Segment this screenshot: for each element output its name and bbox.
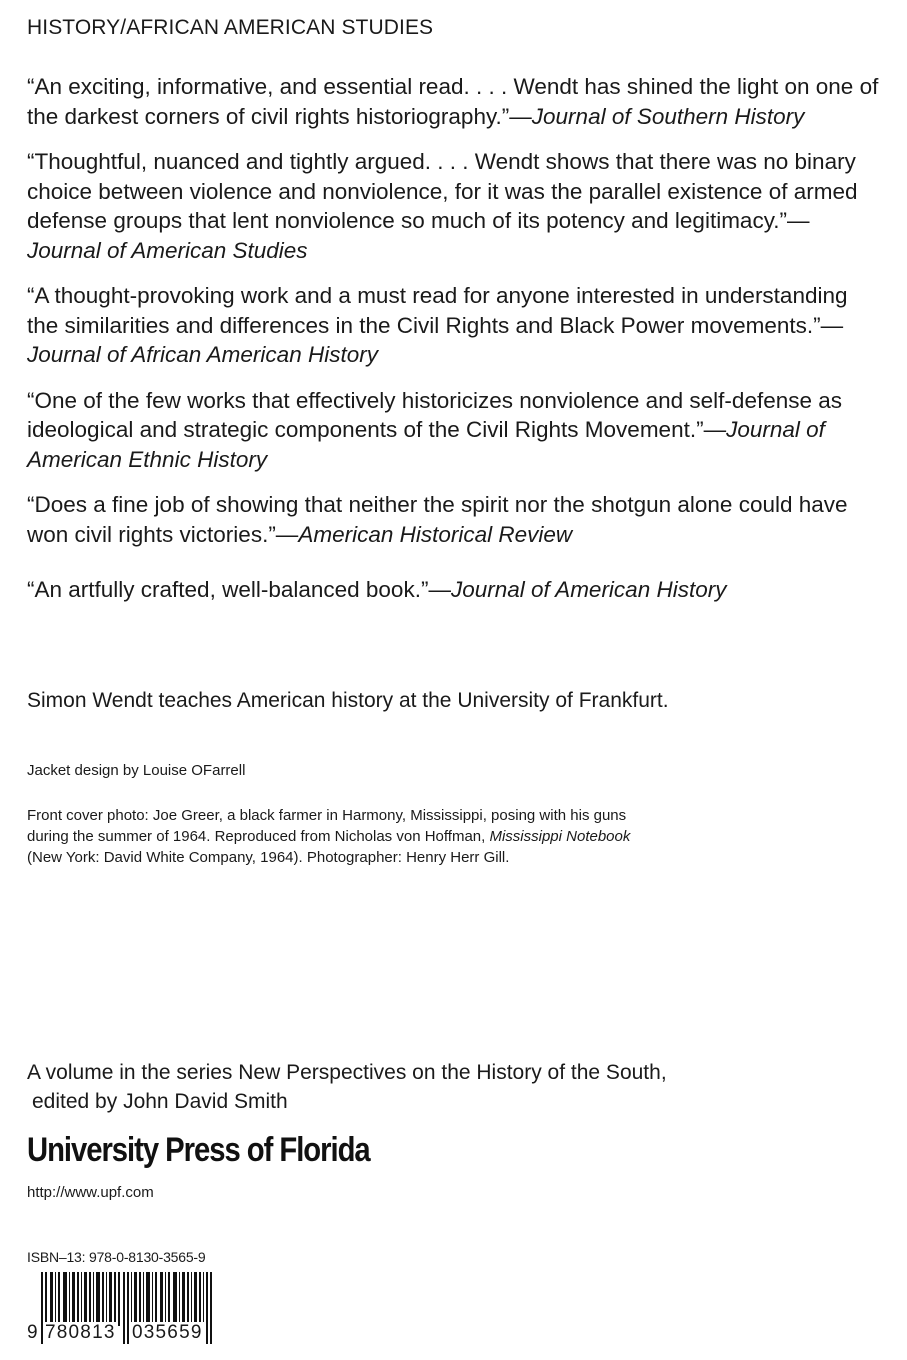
series-line: A volume in the series New Perspectives on the History of the South,	[27, 1061, 667, 1084]
category-label: HISTORY/AFRICAN AMERICAN STUDIES	[27, 16, 434, 39]
photo-credit-text: (New York: David White Company, 1964). Photographer: Henry Herr Gill.	[27, 849, 510, 866]
photo-credit	[27, 805, 647, 868]
review-blurb	[27, 490, 882, 549]
barcode-left-digits: 780813	[45, 1322, 116, 1343]
review-quote: “Does a fine job of showing that neither the spirit nor the shotgun alone could have won civil rights victories.”—	[27, 492, 848, 547]
review-quote: “One of the few works that effectively historicizes nonviolence and self-defense as ideological and strategic components of the Civil Rights Movement.”—	[27, 387, 843, 442]
review-quote: “Thoughtful, nuanced and tightly argued. . . . Wendt shows that there was no binary choice between violence and nonviolence, for it was the parallel existence of armed defense groups that lent nonviolence so much of its potency and legitimacy.”—	[27, 149, 858, 233]
photo-credit-book-title: Mississippi Notebook	[489, 828, 631, 845]
review-source: Journal of American Studies	[27, 237, 308, 263]
review-blurb	[27, 281, 882, 370]
isbn-label: ISBN–13: 978-0-8130-3565-9	[27, 1249, 206, 1265]
review-source: Journal of American History	[450, 577, 727, 602]
review-source: Journal of American Ethnic History	[27, 417, 825, 472]
review-blurb	[27, 386, 882, 475]
review-source: Journal of Southern History	[531, 103, 805, 129]
review-quote: “A thought-provoking work and a must read for anyone interested in understanding the similarities and differences in the Civil Rights and Black Power movements.”—	[27, 283, 848, 338]
review-blurbs	[27, 72, 882, 621]
review-quote: “An exciting, informative, and essential read. . . . Wendt has shined the light on one of the darkest corners of civil rights historiography.”—	[27, 74, 879, 129]
review-source: Journal of African American History	[27, 342, 378, 367]
publisher-name: University Press of Florida	[27, 1131, 370, 1169]
review-blurb	[27, 575, 882, 605]
photo-credit-text: Front cover photo: Joe Greer, a black farmer in Harmony, Mississippi, posing with his guns during the summer of 1964. Reproduced from Nicholas von Hoffman,	[27, 807, 627, 845]
series-note	[27, 1058, 727, 1116]
jacket-credit: Jacket design by Louise OFarrell	[27, 762, 246, 779]
author-bio: Simon Wendt teaches American history at the University of Frankfurt.	[27, 689, 669, 712]
review-blurb	[27, 72, 882, 131]
barcode-first-digit: 9	[27, 1322, 38, 1343]
review-blurb	[27, 147, 882, 265]
barcode-right-digits: 035659	[132, 1322, 203, 1343]
series-editor: edited by John David Smith	[32, 1090, 288, 1113]
review-source: American Historical Review	[298, 521, 573, 547]
publisher-url[interactable]: http://www.upf.com	[27, 1184, 154, 1201]
review-quote: “An artfully crafted, well-balanced book.”—	[27, 577, 451, 602]
